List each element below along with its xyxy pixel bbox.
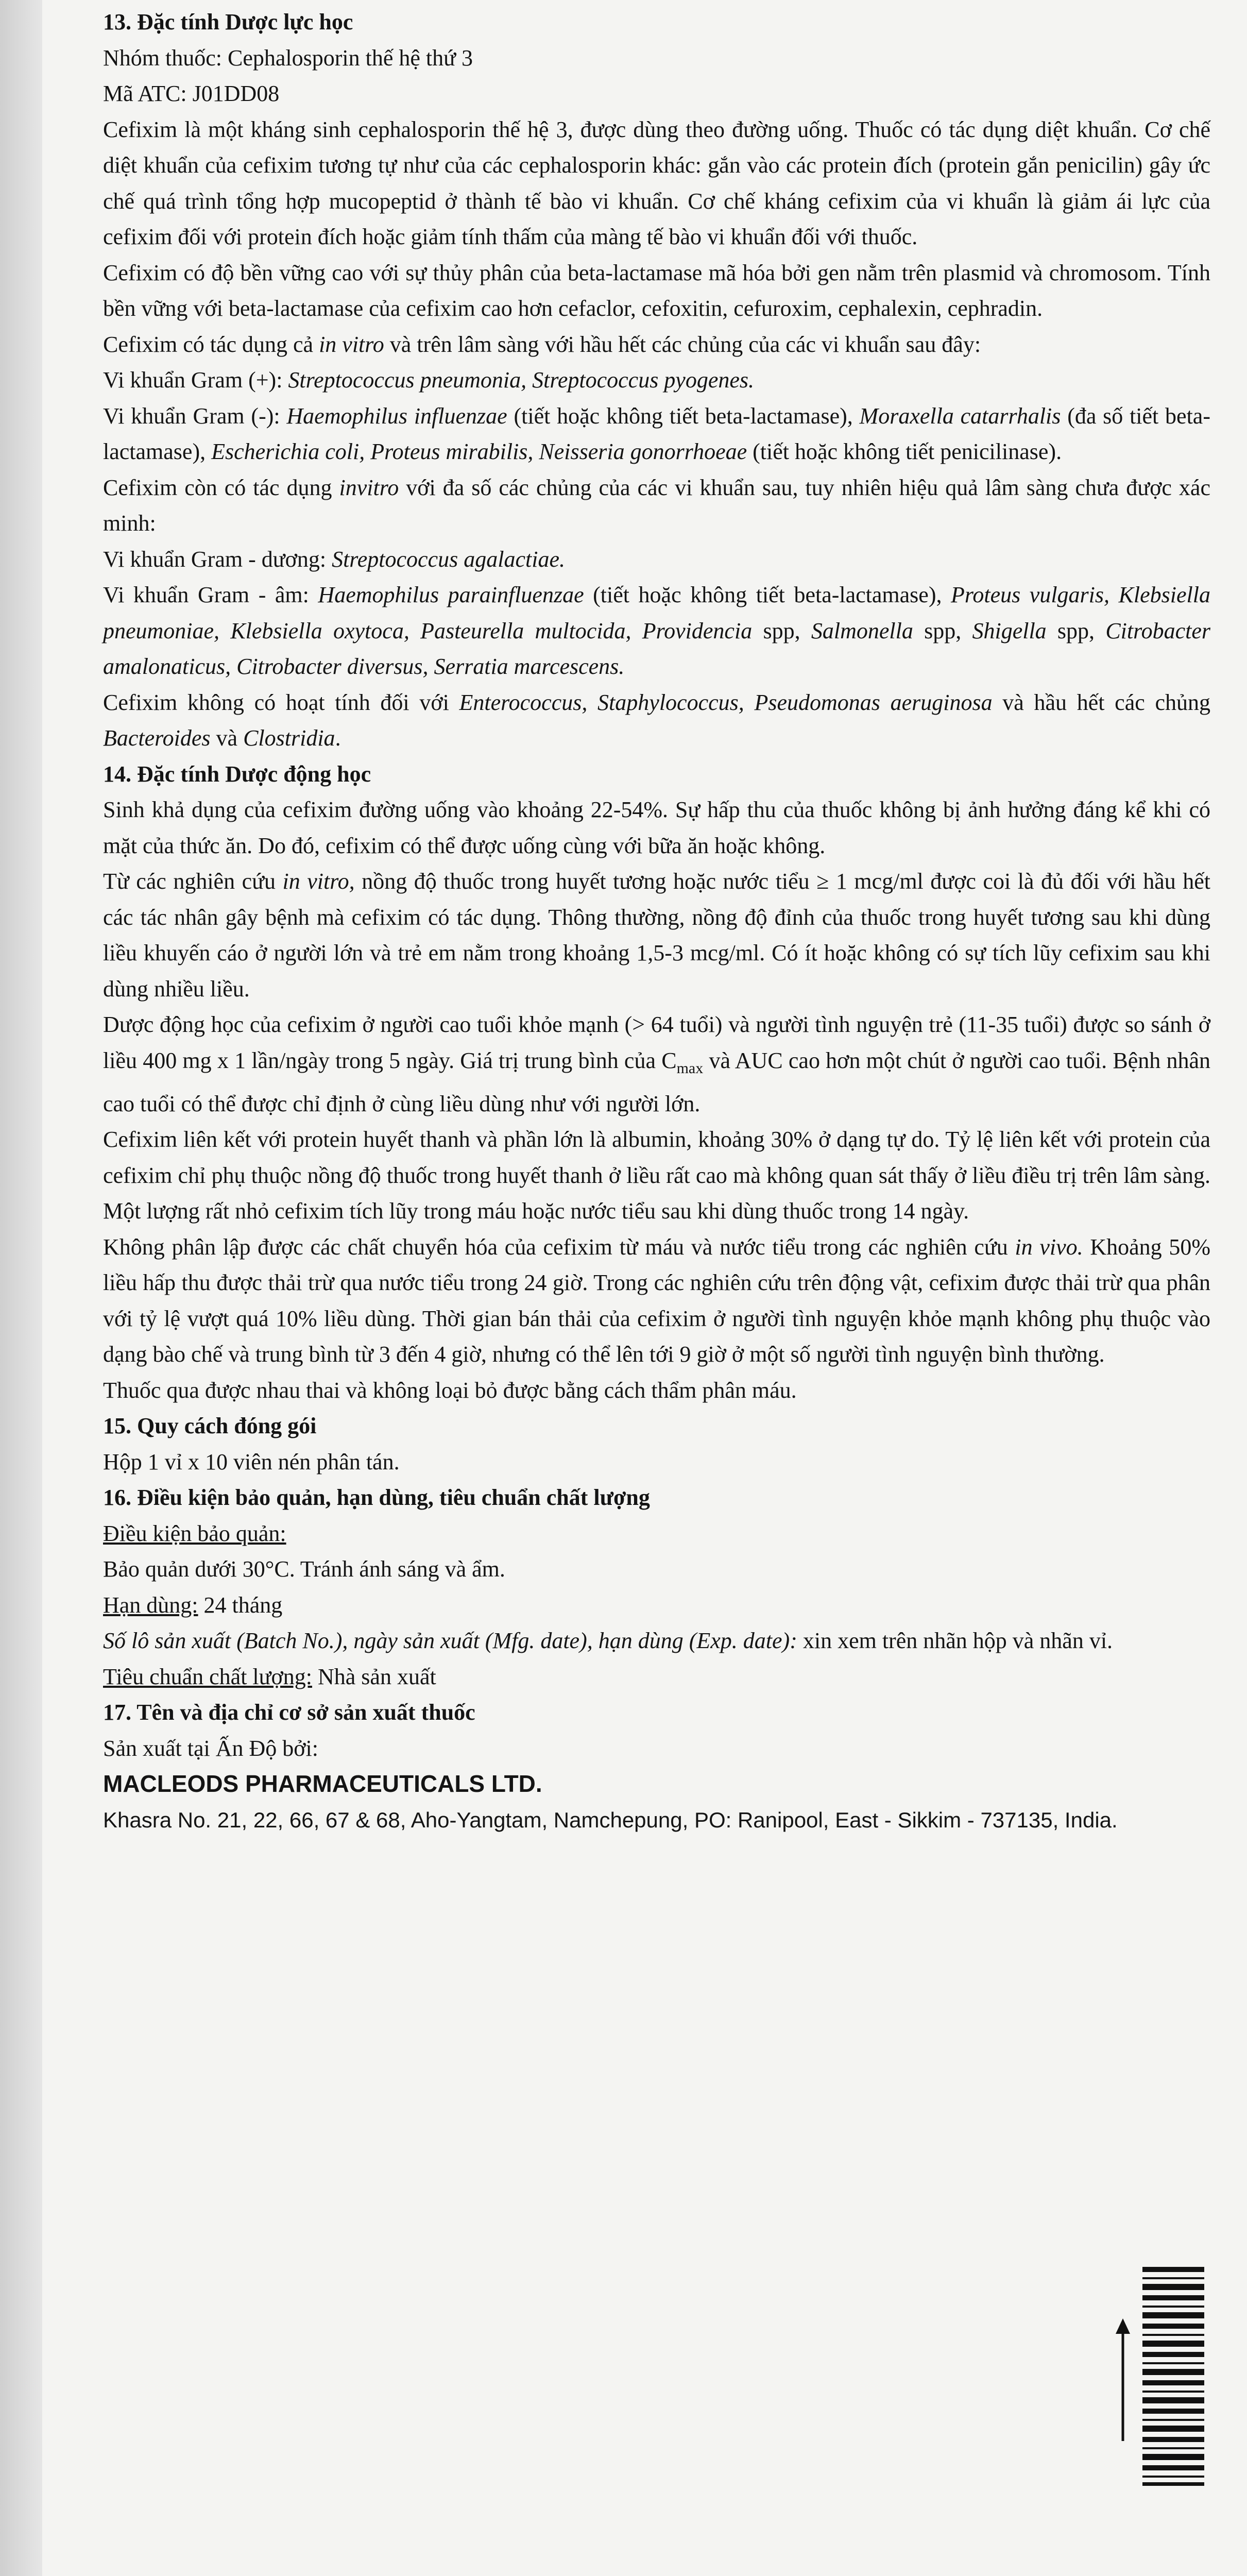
s13-paragraph-3: Cefixim có tác dụng cả in vitro và trên lâm sàng với hầu hết các chủng của các vi khuẩn sau đây: — [103, 331, 981, 357]
packaging: Hộp 1 vỉ x 10 viên nén phân tán. — [103, 1449, 400, 1475]
s13-paragraph-1: Cefixim là một kháng sinh cephalosporin thế hệ 3, được dùng theo đường uống. Thuốc có tác dụng diệt khuẩn. Cơ chế diệt khuẩn của cefixim tương tự như của các cephalosporin khác: gắn vào các protein đích (protein gắn penicilin) gây ức chế quá trình tổng hợp mucopeptid ở thành tế bào vi khuẩn. Cơ chế kháng cefixim của vi khuẩn là giảm ái lực của cefixim đối với protein đích hoặc giảm tính thấm của màng tế bào vi khuẩn đối với thuốc. — [103, 116, 1210, 249]
gram-positive-list-2: Vi khuẩn Gram - dương: Streptococcus agalactiae. — [103, 546, 565, 572]
section-13-heading: 13. Đặc tính Dược lực học — [103, 9, 353, 35]
s14-paragraph-6: Thuốc qua được nhau thai và không loại bỏ được bằng cách thẩm phân máu. — [103, 1377, 797, 1403]
made-in: Sản xuất tại Ấn Độ bởi: — [103, 1735, 318, 1761]
storage-label: Điều kiện bảo quản: — [103, 1520, 286, 1546]
arrow-up-icon — [1113, 2318, 1133, 2442]
s14-paragraph-4: Cefixim liên kết với protein huyết thanh và phần lớn là albumin, khoảng 30% ở dạng tự do. Tỷ lệ liên kết với protein của cefixim chỉ phụ thuộc nồng độ thuốc trong huyết thanh ở liều rất cao mà không quan sát thấy ở liều điều trị trên lâm sàng. Một lượng rất nhỏ cefixim tích lũy trong máu hoặc nước tiểu sau khi dùng thuốc trong 14 ngày. — [103, 1127, 1210, 1224]
section-15-heading: 15. Quy cách đóng gói — [103, 1413, 317, 1439]
quality-standard: Tiêu chuẩn chất lượng: Nhà sản xuất — [103, 1664, 436, 1689]
section-16-heading: 16. Điều kiện bảo quản, hạn dùng, tiêu chuẩn chất lượng — [103, 1485, 650, 1511]
s14-paragraph-2: Từ các nghiên cứu in vitro, nồng độ thuốc trong huyết tương hoặc nước tiểu ≥ 1 mcg/ml được coi là đủ đối với hầu hết các tác nhân gây bệnh mà cefixim có tác dụng. Thông thường, nồng độ đỉnh của thuốc trong huyết tương sau khi dùng liều khuyến cáo ở người lớn và trẻ em nằm trong khoảng 1,5-3 mcg/ml. Có ít hoặc không có sự tích lũy cefixim sau khi dùng nhiều liều. — [103, 869, 1210, 1002]
s14-paragraph-3: Dược động học của cefixim ở người cao tuổi khỏe mạnh (> 64 tuổi) và người tình nguyện trẻ (11-35 tuổi) được so sánh ở liều 400 mg x 1 lần/ngày trong 5 ngày. Giá trị trung bình của $C_{max}$ và AUC cao hơn một chút ở người cao tuổi. Bệnh nhân cao tuổi có thể được chỉ định ở cùng liều dùng như với người lớn. — [103, 1012, 1210, 1116]
storage-conditions: Bảo quản dưới 30°C. Tránh ánh sáng và ẩm. — [103, 1556, 505, 1582]
gram-negative-list: Vi khuẩn Gram (-): Haemophilus influenzae (tiết hoặc không tiết beta-lactamase), Moraxella catarrhalis (đa số tiết beta-lactamase), Escherichia coli, Proteus mirabilis, Neisseria gonorrhoeae (tiết hoặc không tiết penicilinase). — [103, 403, 1210, 464]
section-14-heading: 14. Đặc tính Dược động học — [103, 761, 371, 787]
manufacturer-address: Khasra No. 21, 22, 66, 67 & 68, Aho-Yangtam, Namchepung, PO: Ranipool, East - Sikkim - 737135, India. — [103, 1807, 1118, 1832]
leaflet-content — [103, 4, 1210, 1838]
page-left-edge — [0, 0, 42, 2576]
drug-group: Nhóm thuốc: Cephalosporin thế hệ thứ 3 — [103, 45, 473, 71]
barcode-vertical — [1142, 2267, 1204, 2486]
s14-paragraph-1: Sinh khả dụng của cefixim đường uống vào khoảng 22-54%. Sự hấp thu của thuốc không bị ảnh hưởng đáng kể khi có mặt của thức ăn. Do đó, cefixim có thể được uống cùng với bữa ăn hoặc không. — [103, 797, 1210, 858]
s13-paragraph-4: Cefixim còn có tác dụng invitro với đa số các chủng của các vi khuẩn sau, tuy nhiên hiệu quả lâm sàng chưa được xác minh: — [103, 474, 1210, 536]
atc-code: Mã ATC: J01DD08 — [103, 81, 280, 106]
expiry: Hạn dùng: 24 tháng — [103, 1592, 283, 1618]
batch-info: Số lô sản xuất (Batch No.), ngày sản xuất (Mfg. date), hạn dùng (Exp. date): xin xem trên nhãn hộp và nhãn vỉ. — [103, 1628, 1113, 1654]
s14-paragraph-5: Không phân lập được các chất chuyển hóa của cefixim từ máu và nước tiểu trong các nghiên cứu in vivo. Khoảng 50% liều hấp thu được thải trừ qua nước tiểu trong 24 giờ. Trong các nghiên cứu trên động vật, cefixim được thải trừ qua phân với tỷ lệ vượt quá 10% liều dùng. Thời gian bán thải của cefixim ở người tình nguyện khỏe mạnh không phụ thuộc vào dạng bào chế và trung bình từ 3 đến 4 giờ, nhưng có thể lên tới 9 giờ ở một số người tình nguyện bình thường. — [103, 1234, 1210, 1367]
s13-paragraph-5: Cefixim không có hoạt tính đối với Enterococcus, Staphylococcus, Pseudomonas aeruginosa và hầu hết các chủng Bacteroides và Clostridia. — [103, 689, 1210, 751]
section-17-heading: 17. Tên và địa chỉ cơ sở sản xuất thuốc — [103, 1700, 475, 1725]
gram-negative-list-2: Vi khuẩn Gram - âm: Haemophilus parainfluenzae (tiết hoặc không tiết beta-lactamase), Proteus vulgaris, Klebsiella pneumoniae, Klebsiella oxytoca, Pasteurella multocida, Providencia spp, Salmonella spp, Shigella spp, Citrobacter amalonaticus, Citrobacter diversus, Serratia marcescens. — [103, 582, 1211, 679]
gram-positive-list: Vi khuẩn Gram (+): Streptococcus pneumonia, Streptococcus pyogenes. — [103, 367, 755, 393]
s13-paragraph-2: Cefixim có độ bền vững cao với sự thủy phân của beta-lactamase mã hóa bởi gen nằm trên plasmid và chromosom. Tính bền vững với beta-lactamase của cefixim cao hơn cefaclor, cefoxitin, cefuroxim, cephalexin, cephradin. — [103, 260, 1210, 321]
manufacturer-name: MACLEODS PHARMACEUTICALS LTD. — [103, 1770, 542, 1798]
